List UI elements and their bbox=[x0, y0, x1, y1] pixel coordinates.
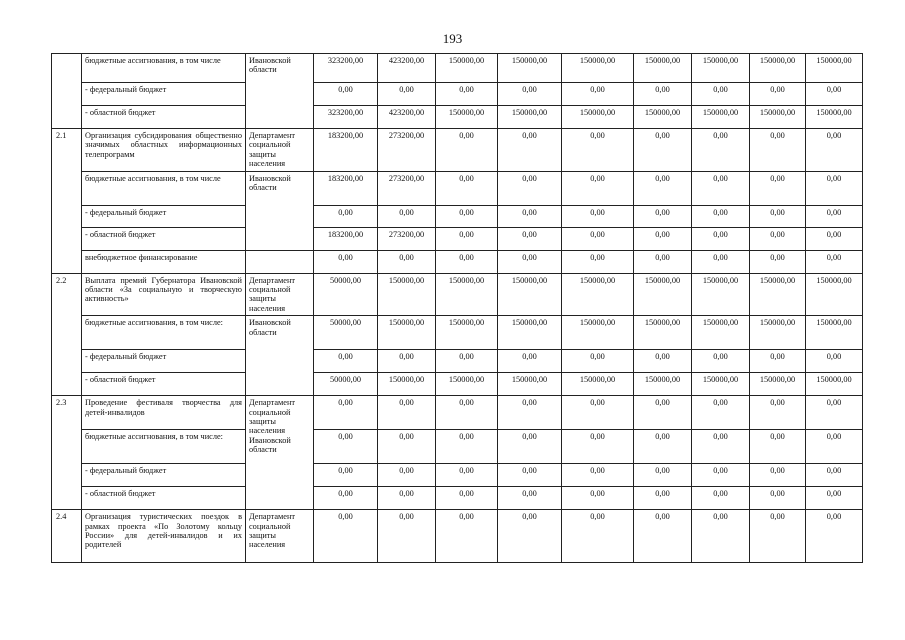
amount-cell: 50000,00 bbox=[314, 373, 378, 396]
table-row bbox=[52, 54, 863, 83]
amount-cell: 0,00 bbox=[562, 250, 634, 273]
amount-cell: 150000,00 bbox=[692, 106, 750, 129]
amount-cell: 150000,00 bbox=[498, 373, 562, 396]
amount-cell: 0,00 bbox=[314, 396, 378, 430]
amount-cell: 0,00 bbox=[692, 350, 750, 373]
amount-cell: 0,00 bbox=[750, 227, 806, 250]
row-description: Выплата премий Губернатора Ивановской области «За социальную и творческую активность» bbox=[82, 273, 246, 316]
row-description: - федеральный бюджет bbox=[82, 83, 246, 106]
table-row bbox=[52, 396, 863, 430]
amount-cell: 0,00 bbox=[692, 171, 750, 205]
amount-cell: 0,00 bbox=[436, 129, 498, 172]
amount-cell: 423200,00 bbox=[378, 54, 436, 83]
responsible-organization: Департамент социальной защиты населения bbox=[246, 273, 314, 316]
amount-cell: 0,00 bbox=[634, 205, 692, 227]
amount-cell: 150000,00 bbox=[806, 373, 863, 396]
table-row bbox=[52, 430, 863, 464]
amount-cell: 0,00 bbox=[498, 487, 562, 510]
amount-cell: 0,00 bbox=[562, 350, 634, 373]
table-row bbox=[52, 464, 863, 487]
amount-cell: 0,00 bbox=[692, 396, 750, 430]
table-row bbox=[52, 350, 863, 373]
amount-cell: 0,00 bbox=[634, 227, 692, 250]
amount-cell: 0,00 bbox=[692, 227, 750, 250]
amount-cell: 150000,00 bbox=[750, 106, 806, 129]
amount-cell: 0,00 bbox=[692, 205, 750, 227]
table-row bbox=[52, 373, 863, 396]
amount-cell: 0,00 bbox=[314, 350, 378, 373]
amount-cell: 0,00 bbox=[436, 171, 498, 205]
table-row bbox=[52, 316, 863, 350]
amount-cell: 0,00 bbox=[378, 487, 436, 510]
row-description: - областной бюджет bbox=[82, 227, 246, 250]
amount-cell: 0,00 bbox=[692, 250, 750, 273]
amount-cell: 0,00 bbox=[498, 464, 562, 487]
amount-cell: 150000,00 bbox=[562, 273, 634, 316]
amount-cell: 150000,00 bbox=[634, 106, 692, 129]
amount-cell: 0,00 bbox=[378, 464, 436, 487]
row-index: 2.2 bbox=[52, 273, 82, 396]
amount-cell: 0,00 bbox=[378, 430, 436, 464]
amount-cell: 0,00 bbox=[436, 350, 498, 373]
amount-cell: 150000,00 bbox=[498, 273, 562, 316]
amount-cell: 0,00 bbox=[498, 227, 562, 250]
amount-cell: 150000,00 bbox=[378, 316, 436, 350]
amount-cell: 0,00 bbox=[634, 350, 692, 373]
amount-cell: 0,00 bbox=[378, 396, 436, 430]
amount-cell: 0,00 bbox=[562, 510, 634, 563]
table-row bbox=[52, 129, 863, 172]
row-description: внебюджетное финансирование bbox=[82, 250, 246, 273]
row-description: Организация туристических поездок в рамках проекта «По Золотому кольцу России» для детей-инвалидов и их родителей bbox=[82, 510, 246, 563]
amount-cell: 150000,00 bbox=[498, 54, 562, 83]
amount-cell: 0,00 bbox=[750, 487, 806, 510]
amount-cell: 0,00 bbox=[634, 171, 692, 205]
amount-cell: 0,00 bbox=[562, 430, 634, 464]
amount-cell: 0,00 bbox=[436, 430, 498, 464]
amount-cell: 150000,00 bbox=[750, 316, 806, 350]
amount-cell: 150000,00 bbox=[562, 373, 634, 396]
amount-cell: 150000,00 bbox=[634, 273, 692, 316]
amount-cell: 150000,00 bbox=[750, 373, 806, 396]
amount-cell: 0,00 bbox=[692, 129, 750, 172]
amount-cell: 150000,00 bbox=[436, 373, 498, 396]
amount-cell: 150000,00 bbox=[692, 54, 750, 83]
amount-cell: 0,00 bbox=[314, 430, 378, 464]
amount-cell: 0,00 bbox=[806, 430, 863, 464]
amount-cell: 0,00 bbox=[806, 510, 863, 563]
amount-cell: 0,00 bbox=[378, 205, 436, 227]
amount-cell: 150000,00 bbox=[436, 316, 498, 350]
amount-cell: 0,00 bbox=[806, 83, 863, 106]
amount-cell: 150000,00 bbox=[562, 316, 634, 350]
responsible-organization: Департамент социальной защиты населения bbox=[246, 129, 314, 172]
amount-cell: 150000,00 bbox=[562, 54, 634, 83]
amount-cell: 0,00 bbox=[692, 83, 750, 106]
amount-cell: 150000,00 bbox=[634, 54, 692, 83]
responsible-organization: Ивановской области bbox=[246, 316, 314, 396]
amount-cell: 50000,00 bbox=[314, 273, 378, 316]
amount-cell: 0,00 bbox=[692, 464, 750, 487]
amount-cell: 0,00 bbox=[562, 227, 634, 250]
amount-cell: 0,00 bbox=[634, 464, 692, 487]
amount-cell: 0,00 bbox=[436, 83, 498, 106]
amount-cell: 0,00 bbox=[436, 227, 498, 250]
table-row bbox=[52, 487, 863, 510]
amount-cell: 0,00 bbox=[750, 171, 806, 205]
amount-cell: 323200,00 bbox=[314, 54, 378, 83]
amount-cell: 0,00 bbox=[806, 205, 863, 227]
amount-cell: 0,00 bbox=[634, 430, 692, 464]
table-row bbox=[52, 106, 863, 129]
amount-cell: 0,00 bbox=[750, 396, 806, 430]
responsible-organization: Ивановской области bbox=[246, 171, 314, 250]
amount-cell: 150000,00 bbox=[498, 106, 562, 129]
amount-cell: 150000,00 bbox=[692, 373, 750, 396]
amount-cell: 150000,00 bbox=[806, 316, 863, 350]
amount-cell: 0,00 bbox=[634, 250, 692, 273]
amount-cell: 0,00 bbox=[498, 510, 562, 563]
amount-cell: 423200,00 bbox=[378, 106, 436, 129]
table-row bbox=[52, 273, 863, 316]
amount-cell: 183200,00 bbox=[314, 227, 378, 250]
amount-cell: 0,00 bbox=[562, 83, 634, 106]
amount-cell: 0,00 bbox=[806, 250, 863, 273]
table-row bbox=[52, 83, 863, 106]
amount-cell: 0,00 bbox=[562, 129, 634, 172]
amount-cell: 150000,00 bbox=[806, 54, 863, 83]
amount-cell: 0,00 bbox=[498, 171, 562, 205]
amount-cell: 0,00 bbox=[806, 171, 863, 205]
amount-cell: 0,00 bbox=[498, 430, 562, 464]
amount-cell: 0,00 bbox=[314, 510, 378, 563]
amount-cell: 0,00 bbox=[634, 510, 692, 563]
amount-cell: 273200,00 bbox=[378, 129, 436, 172]
amount-cell: 150000,00 bbox=[750, 273, 806, 316]
amount-cell: 0,00 bbox=[634, 83, 692, 106]
amount-cell: 0,00 bbox=[806, 129, 863, 172]
amount-cell: 273200,00 bbox=[378, 227, 436, 250]
amount-cell: 0,00 bbox=[436, 250, 498, 273]
table-row bbox=[52, 510, 863, 563]
amount-cell: 0,00 bbox=[378, 350, 436, 373]
amount-cell: 183200,00 bbox=[314, 171, 378, 205]
row-description: Организация субсидирования общественно значимых областных информационных телепрограмм bbox=[82, 129, 246, 172]
amount-cell: 0,00 bbox=[314, 83, 378, 106]
amount-cell: 0,00 bbox=[692, 510, 750, 563]
amount-cell: 150000,00 bbox=[436, 106, 498, 129]
row-description: Проведение фестиваля творчества для детей-инвалидов bbox=[82, 396, 246, 430]
amount-cell: 0,00 bbox=[562, 487, 634, 510]
row-description: - областной бюджет bbox=[82, 487, 246, 510]
amount-cell: 183200,00 bbox=[314, 129, 378, 172]
amount-cell: 0,00 bbox=[634, 487, 692, 510]
amount-cell: 0,00 bbox=[806, 227, 863, 250]
amount-cell: 0,00 bbox=[750, 129, 806, 172]
amount-cell: 0,00 bbox=[750, 510, 806, 563]
row-description: бюджетные ассигнования, в том числе bbox=[82, 54, 246, 83]
amount-cell: 0,00 bbox=[498, 129, 562, 172]
row-description: - федеральный бюджет bbox=[82, 205, 246, 227]
row-index: 2.4 bbox=[52, 510, 82, 563]
amount-cell: 50000,00 bbox=[314, 316, 378, 350]
row-index: 2.1 bbox=[52, 129, 82, 274]
amount-cell: 0,00 bbox=[498, 350, 562, 373]
amount-cell: 0,00 bbox=[692, 487, 750, 510]
amount-cell: 0,00 bbox=[750, 205, 806, 227]
amount-cell: 0,00 bbox=[806, 350, 863, 373]
amount-cell: 0,00 bbox=[562, 205, 634, 227]
amount-cell: 0,00 bbox=[378, 250, 436, 273]
row-description: - федеральный бюджет bbox=[82, 350, 246, 373]
row-description: бюджетные ассигнования, в том числе bbox=[82, 171, 246, 205]
row-description: - областной бюджет bbox=[82, 373, 246, 396]
amount-cell: 0,00 bbox=[314, 464, 378, 487]
amount-cell: 0,00 bbox=[378, 83, 436, 106]
amount-cell: 0,00 bbox=[378, 510, 436, 563]
amount-cell: 150000,00 bbox=[750, 54, 806, 83]
amount-cell: 0,00 bbox=[562, 171, 634, 205]
amount-cell: 0,00 bbox=[314, 250, 378, 273]
amount-cell: 0,00 bbox=[436, 487, 498, 510]
amount-cell: 0,00 bbox=[436, 464, 498, 487]
table-row bbox=[52, 205, 863, 227]
amount-cell: 150000,00 bbox=[436, 273, 498, 316]
responsible-organization: Департамент социальной защиты населения bbox=[246, 510, 314, 563]
row-description: бюджетные ассигнования, в том числе: bbox=[82, 430, 246, 464]
amount-cell: 0,00 bbox=[436, 510, 498, 563]
amount-cell: 0,00 bbox=[692, 430, 750, 464]
page-number: 193 bbox=[442, 31, 463, 46]
amount-cell: 150000,00 bbox=[634, 316, 692, 350]
amount-cell: 0,00 bbox=[806, 487, 863, 510]
amount-cell: 0,00 bbox=[498, 205, 562, 227]
amount-cell: 150000,00 bbox=[692, 316, 750, 350]
table-row bbox=[52, 250, 863, 273]
amount-cell: 150000,00 bbox=[562, 106, 634, 129]
amount-cell: 0,00 bbox=[806, 396, 863, 430]
amount-cell: 0,00 bbox=[750, 83, 806, 106]
amount-cell: 0,00 bbox=[634, 129, 692, 172]
amount-cell: 273200,00 bbox=[378, 171, 436, 205]
responsible-organization bbox=[246, 250, 314, 273]
amount-cell: 0,00 bbox=[314, 205, 378, 227]
amount-cell: 0,00 bbox=[562, 396, 634, 430]
amount-cell: 0,00 bbox=[436, 396, 498, 430]
amount-cell: 150000,00 bbox=[806, 106, 863, 129]
amount-cell: 0,00 bbox=[750, 430, 806, 464]
amount-cell: 0,00 bbox=[806, 464, 863, 487]
amount-cell: 150000,00 bbox=[378, 373, 436, 396]
amount-cell: 0,00 bbox=[498, 396, 562, 430]
amount-cell: 0,00 bbox=[634, 396, 692, 430]
row-index: 2.3 bbox=[52, 396, 82, 510]
amount-cell: 0,00 bbox=[436, 205, 498, 227]
amount-cell: 150000,00 bbox=[692, 273, 750, 316]
amount-cell: 0,00 bbox=[498, 83, 562, 106]
amount-cell: 323200,00 bbox=[314, 106, 378, 129]
row-index bbox=[52, 54, 82, 129]
amount-cell: 150000,00 bbox=[634, 373, 692, 396]
amount-cell: 0,00 bbox=[750, 464, 806, 487]
responsible-organization: Ивановской области bbox=[246, 54, 314, 129]
table-row bbox=[52, 171, 863, 205]
amount-cell: 0,00 bbox=[750, 250, 806, 273]
amount-cell: 150000,00 bbox=[498, 316, 562, 350]
responsible-organization: Департамент социальной защиты населения Ивановской области bbox=[246, 396, 314, 510]
budget-table bbox=[51, 53, 863, 563]
amount-cell: 150000,00 bbox=[378, 273, 436, 316]
row-description: - федеральный бюджет bbox=[82, 464, 246, 487]
amount-cell: 0,00 bbox=[498, 250, 562, 273]
amount-cell: 0,00 bbox=[562, 464, 634, 487]
row-description: - областной бюджет bbox=[82, 106, 246, 129]
amount-cell: 0,00 bbox=[750, 350, 806, 373]
table-row bbox=[52, 227, 863, 250]
amount-cell: 150000,00 bbox=[436, 54, 498, 83]
amount-cell: 0,00 bbox=[314, 487, 378, 510]
amount-cell: 150000,00 bbox=[806, 273, 863, 316]
row-description: бюджетные ассигнования, в том числе: bbox=[82, 316, 246, 350]
